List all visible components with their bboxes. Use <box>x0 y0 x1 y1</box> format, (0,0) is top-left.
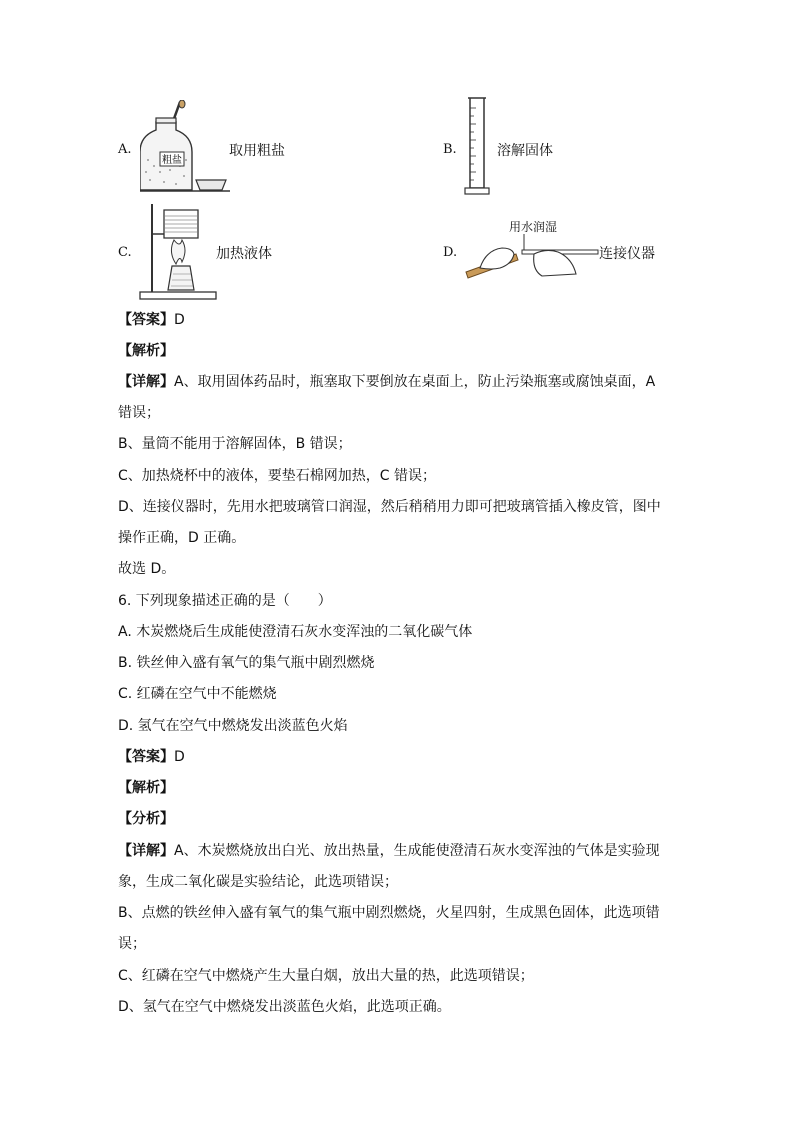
q6-detail-a-line2: 象，生成二氧化碳是实验结论，此选项错误； <box>118 874 398 890</box>
q6-option-c: C. 红磷在空气中不能燃烧 <box>118 686 277 702</box>
option-b-label: 溶解固体 <box>497 143 553 159</box>
q5-detail-b: B、量筒不能用于溶解固体，B 错误； <box>118 436 352 452</box>
option-b-letter: B. <box>443 142 457 157</box>
q5-detail-d-line1: D、连接仪器时，先用水把玻璃管口润湿，然后稍稍用力即可把玻璃管插入橡皮管，图中 <box>118 499 661 515</box>
q5-detail-c: C、加热烧杯中的液体，要垫石棉网加热，C 错误； <box>118 468 436 484</box>
option-c-label: 加热液体 <box>216 246 272 262</box>
q5-conclusion: 故选 D。 <box>118 561 176 577</box>
q5-answer: 【答案】D <box>118 312 185 328</box>
q6-analysis-tag: 【解析】 <box>118 780 174 796</box>
option-d-label: 连接仪器 <box>599 246 655 262</box>
option-a-letter: A. <box>118 142 132 157</box>
option-c-letter: C. <box>118 245 132 260</box>
q6-detail-d: D、氢气在空气中燃烧发出淡蓝色火焰，此选项正确。 <box>118 999 451 1015</box>
q6-option-d: D. 氢气在空气中燃烧发出淡蓝色火焰 <box>118 718 348 734</box>
q5-detail-a-line2: 错误； <box>118 405 160 421</box>
connecting-tubes-figure <box>464 234 600 280</box>
bottle-salt-figure <box>140 100 232 194</box>
option-a-label: 取用粗盐 <box>229 143 285 159</box>
q6-detail-b-line1: B、点燃的铁丝伸入盛有氧气的集气瓶中剧烈燃烧，火星四射，生成黑色固体，此选项错 <box>118 905 660 921</box>
heating-beaker-figure <box>138 200 218 302</box>
option-d-letter: D. <box>443 245 458 260</box>
q6-stem: 6. 下列现象描述正确的是（ ） <box>118 593 332 609</box>
q5-detail-a-line1: 【详解】A、取用固体药品时，瓶塞取下要倒放在桌面上，防止污染瓶塞或腐蚀桌面，A <box>118 374 656 390</box>
q5-detail-d-line2: 操作正确，D 正确。 <box>118 530 246 546</box>
q6-fenxi-tag: 【分析】 <box>118 811 174 827</box>
q6-detail-c: C、红磷在空气中燃烧产生大量白烟，放出大量的热，此选项错误； <box>118 968 534 984</box>
q6-answer: 【答案】D <box>118 749 185 765</box>
q6-detail-b-line2: 误； <box>118 936 146 952</box>
q6-option-a: A. 木炭燃烧后生成能使澄清石灰水变浑浊的二氧化碳气体 <box>118 624 473 640</box>
bottle-label: 粗盐 <box>162 155 182 166</box>
option-d-annotation: 用水润湿 <box>509 220 558 234</box>
q5-analysis-tag: 【解析】 <box>118 343 174 359</box>
q6-option-b: B. 铁丝伸入盛有氧气的集气瓶中剧烈燃烧 <box>118 655 375 671</box>
q6-detail-a-line1: 【详解】A、木炭燃烧放出白光、放出热量，生成能使澄清石灰水变浑浊的气体是实验现 <box>118 843 660 859</box>
graduated-cylinder-figure <box>462 96 492 198</box>
